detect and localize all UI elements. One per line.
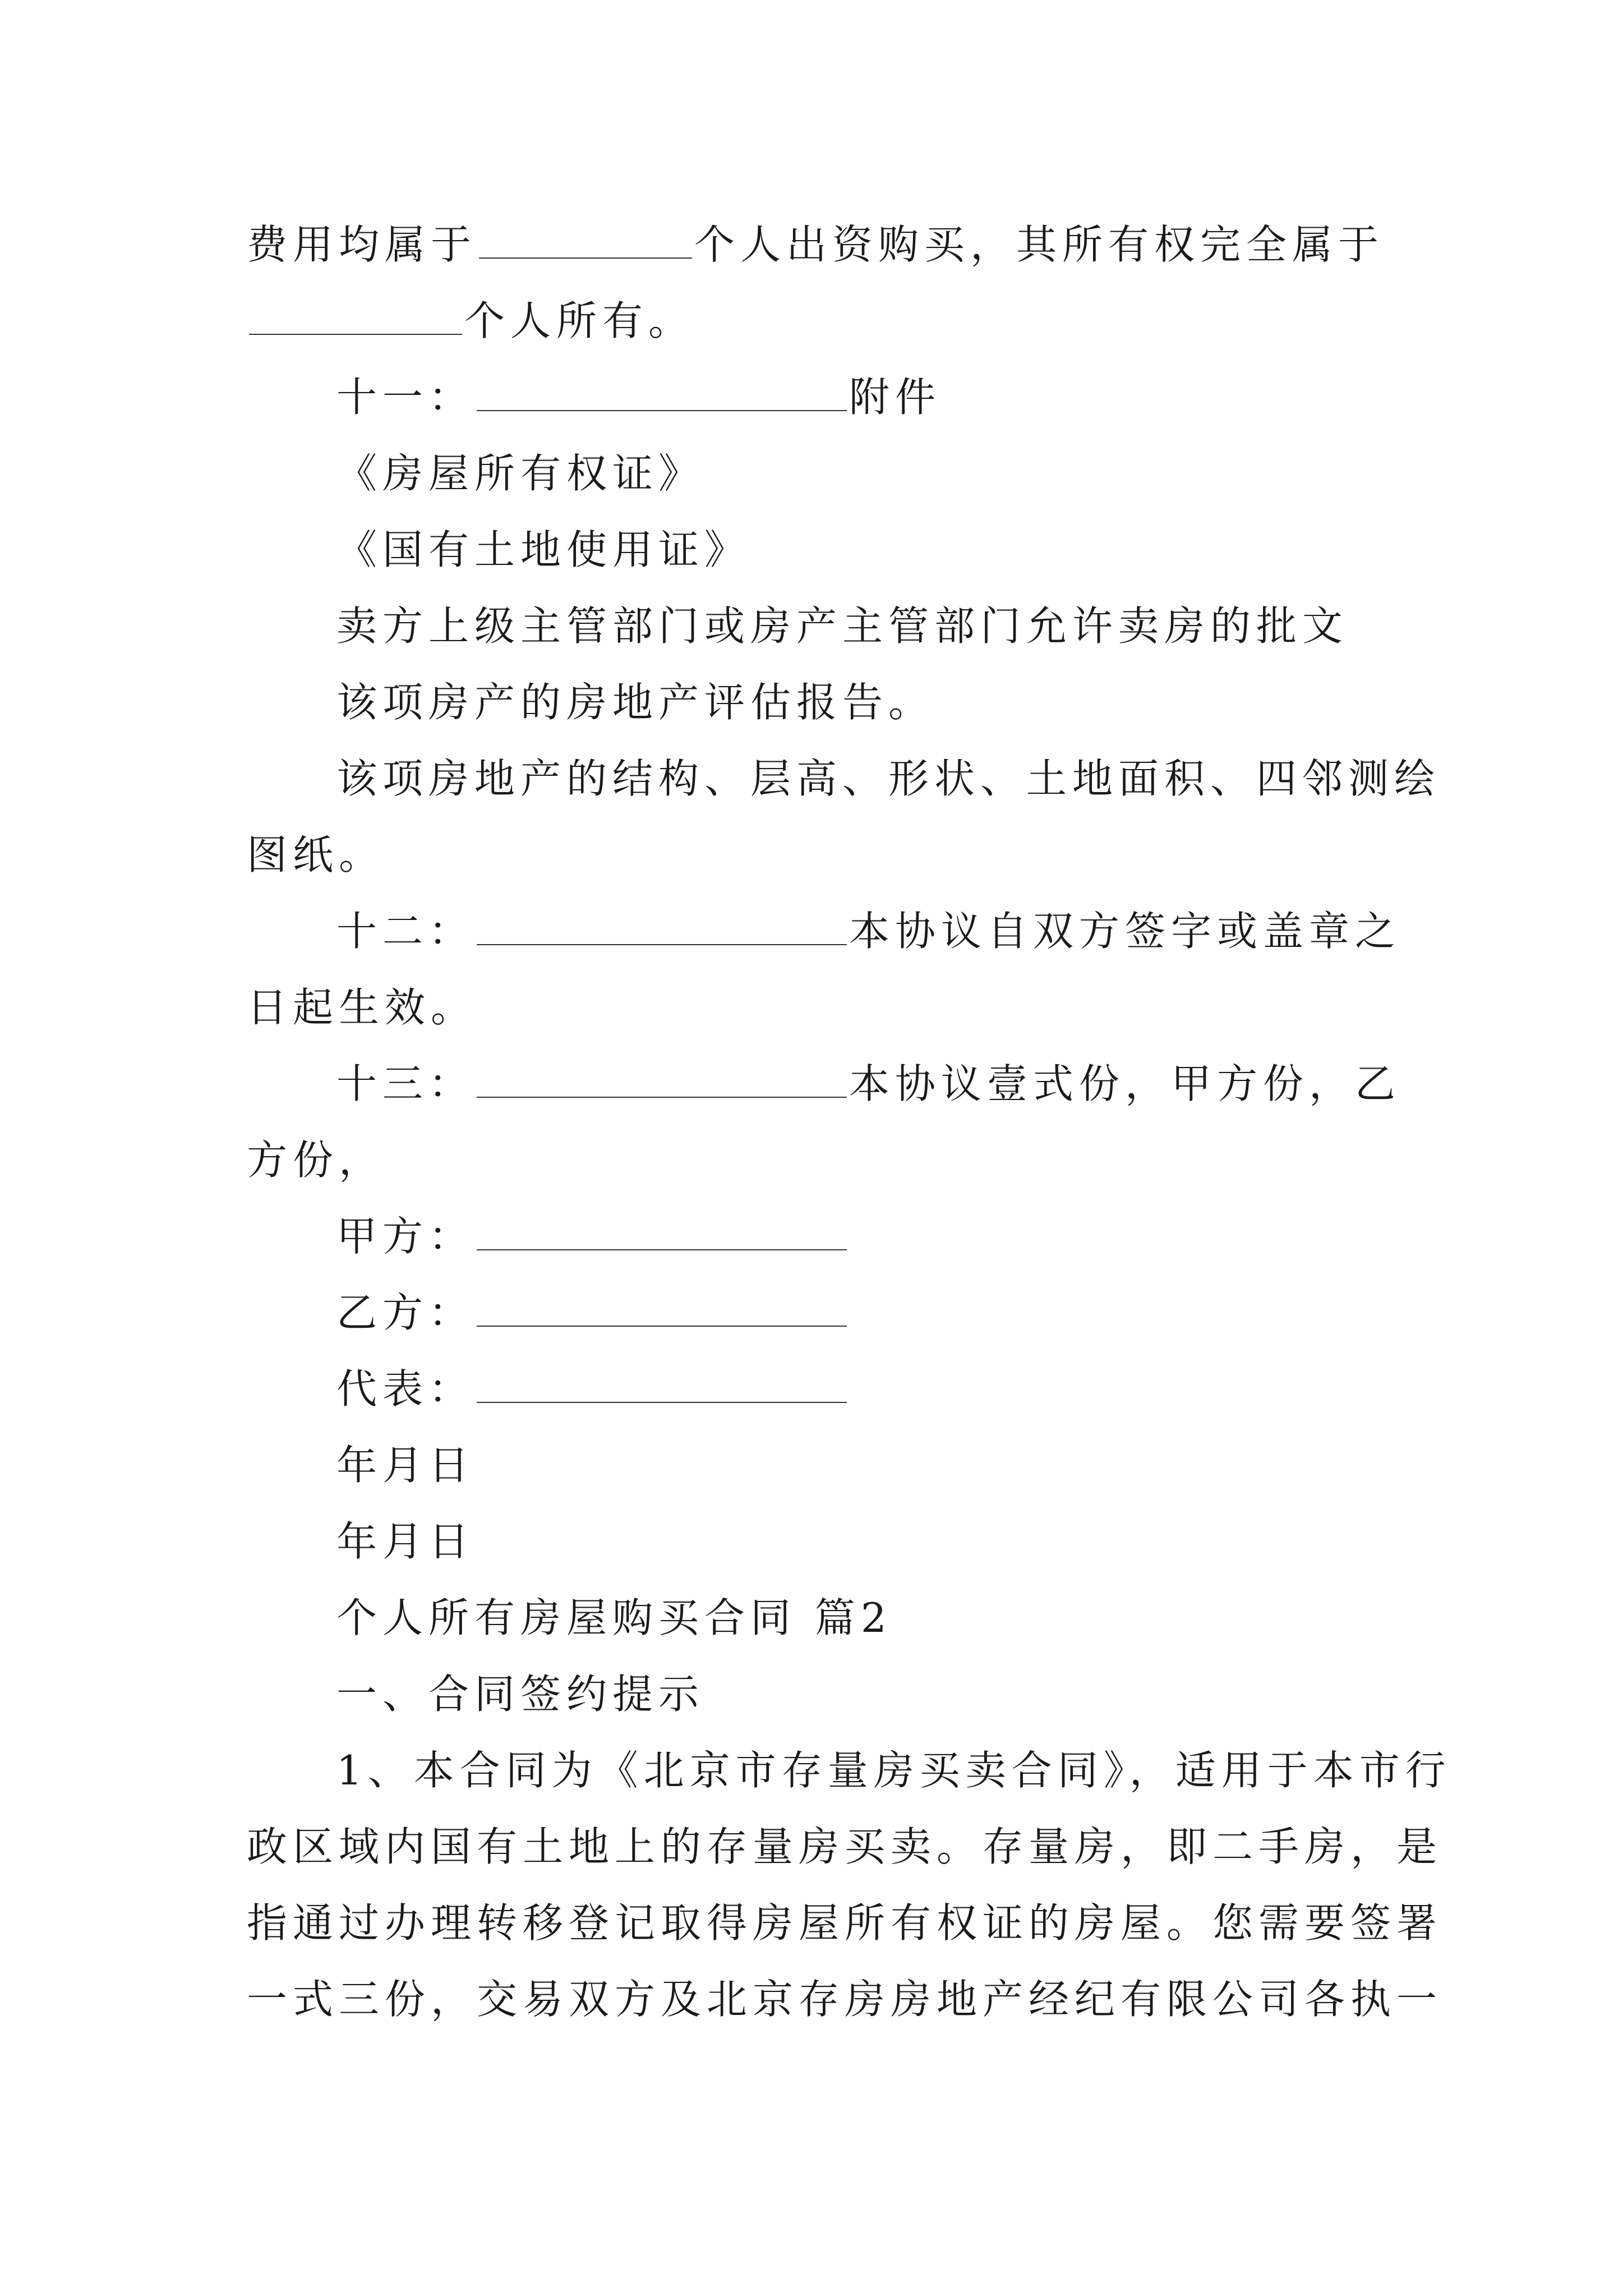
text-segment: 一式三份，交易双方及北京存房房地产经纪有限公司各执一 [247,1976,1443,2023]
text-line [336,1361,849,1417]
text-line [247,1819,1442,1875]
text-segment: 日起生效。 [247,984,477,1031]
text-segment: 指通过办理转移登记取得房屋所有权证的房屋。您需要签署 [247,1899,1443,1947]
text-segment: 本协议壹式份，甲方份，乙 [849,1060,1401,1107]
text-line [336,1208,849,1264]
text-segment: 该项房地产的结构、层高、形状、土地面积、四邻测绘 [336,755,1441,802]
text-line [336,1742,1451,1798]
text-segment: 《房屋所有权证》 [336,450,705,497]
text-line [247,1895,1442,1951]
text-segment: 个人所有。 [464,297,695,344]
text-line [336,522,750,578]
fill-in-blank [477,1214,847,1250]
text-line [336,1666,704,1722]
text-segment: 年月日 [336,1518,475,1565]
text-line [336,1437,474,1493]
text-line [247,1132,385,1188]
text-segment: 附件 [849,374,942,421]
text-segment: 《国有土地使用证》 [336,526,751,573]
text-segment: 方份， [247,1137,385,1184]
fill-in-blank [249,299,462,335]
text-segment: 个人出资购买，其所有权完全属于 [694,221,1385,268]
text-segment: 十一： [336,374,475,421]
text-segment: 图纸。 [247,831,385,878]
fill-in-blank [477,1291,847,1327]
text-segment: 十三： [336,1060,475,1107]
text-segment: 该项房产的房地产评估报告。 [336,679,935,726]
text-line [336,445,704,501]
text-line [336,674,934,730]
text-line [247,217,1384,273]
text-segment: 1、本合同为《北京市存量房买卖合同》，适用于本市行 [336,1747,1451,1794]
text-segment: 个人所有房屋购买合同 篇2 [336,1594,892,1641]
text-line [247,293,694,349]
text-segment: 卖方上级主管部门或房产主管部门允许卖房的批文 [336,602,1349,650]
text-line [336,903,1401,959]
text-segment: 十二： [336,908,475,955]
text-segment: 政区域内国有土地上的存量房买卖。存量房，即二手房，是 [247,1823,1443,1870]
text-line [336,1056,1401,1112]
fill-in-blank [477,1062,847,1098]
text-segment: 费用均属于 [247,221,477,268]
fill-in-blank [479,223,692,259]
text-segment: 代表： [336,1365,475,1412]
fill-in-blank [477,909,847,945]
text-line [336,598,1348,654]
section-heading [336,1590,892,1646]
text-line [247,979,477,1036]
text-segment: 乙方： [336,1289,475,1336]
fill-in-blank [477,375,847,411]
text-segment: 年月日 [336,1442,475,1489]
text-line [336,1513,474,1570]
text-line [336,1285,849,1341]
fill-in-blank [477,1367,847,1403]
text-segment: 一、合同签约提示 [336,1671,705,1718]
text-line [336,369,941,425]
text-line [336,751,1440,807]
text-line [247,827,385,883]
text-segment: 本协议自双方签字或盖章之 [849,908,1401,955]
text-segment: 甲方： [336,1213,475,1260]
text-line [247,1971,1442,2027]
